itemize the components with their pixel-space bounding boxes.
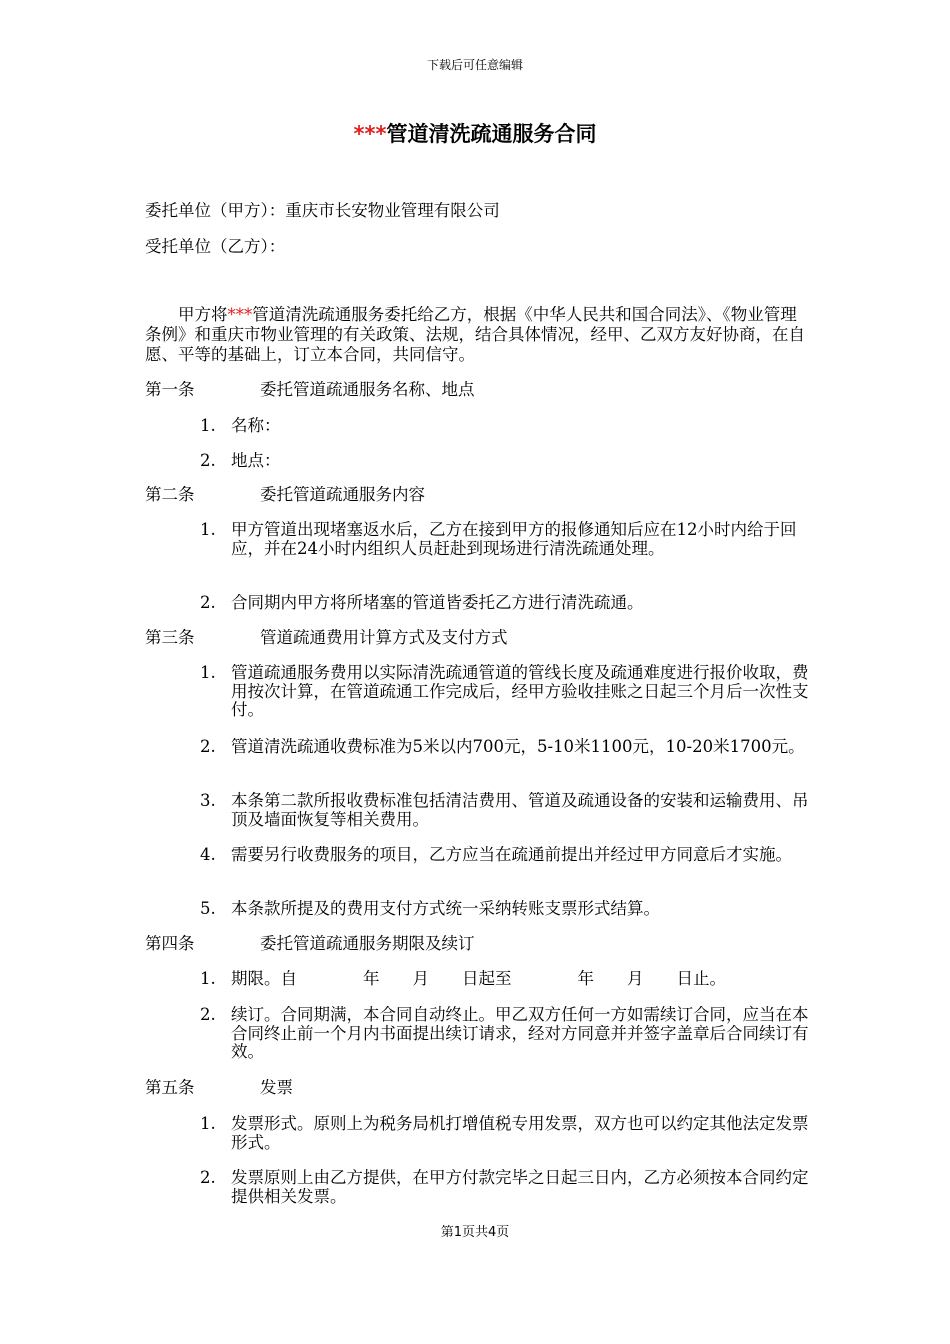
- article-number: 第五条: [145, 1078, 195, 1097]
- item-number: 2.: [200, 737, 216, 756]
- title-stars: ***: [353, 122, 387, 146]
- intro-stars: ***: [227, 305, 253, 324]
- item-number: 2.: [200, 1168, 216, 1187]
- party-b-line: 受托单位（乙方）：: [145, 237, 286, 256]
- item-number: 1.: [200, 969, 216, 988]
- article-number: 第一条: [145, 380, 195, 399]
- list-item: [200, 594, 812, 613]
- item-number: 5.: [200, 899, 216, 918]
- list-item: [200, 900, 812, 919]
- item-text: 甲方管道出现堵塞返水后，乙方在接到甲方的报修通知后应在12小时内给于回应，并在24小时内组织人员赶赴到现场进行清洗疏通处理。: [231, 520, 797, 558]
- list-item: [200, 521, 812, 558]
- item-text: 发票形式。原则上为税务局机打增值税专用发票，双方也可以约定其他法定发票形式。: [231, 1114, 809, 1152]
- item-text: 地点：: [231, 451, 281, 470]
- document-title: [0, 118, 950, 148]
- page-footer: 第1页共4页: [440, 1225, 510, 1240]
- item-number: 2.: [200, 1005, 216, 1024]
- item-number: 2.: [200, 593, 216, 612]
- party-a-line: 委托单位（甲方）：重庆市长安物业管理有限公司: [145, 201, 500, 220]
- item-text: 本条第二款所报收费标准包括清洁费用、管道及疏通设备的安装和运输费用、吊顶及墙面恢复等相关费用。: [231, 791, 809, 829]
- list-item: [200, 792, 812, 829]
- article-4-heading: [145, 933, 475, 955]
- item-number: 1.: [200, 520, 216, 539]
- article-2-heading: [145, 484, 425, 506]
- article-number: 第二条: [145, 485, 195, 504]
- list-item: [200, 1115, 812, 1152]
- intro-paragraph: [145, 305, 810, 365]
- list-item: [200, 452, 812, 471]
- item-number: 1.: [200, 416, 216, 435]
- item-text: 本条款所提及的费用支付方式统一采纳转账支票形式结算。: [231, 899, 660, 918]
- list-item: [200, 970, 812, 989]
- intro-post: 管道清洗疏通服务委托给乙方，根据《中华人民共和国合同法》、《物业管理条例》和重庆市物业管理的有关政策、法规，结合具体情况，经甲、乙双方友好协商，在自愿、平等的基础上，订立本合同，共同信守。: [145, 305, 805, 364]
- item-number: 4.: [200, 845, 216, 864]
- item-number: 2.: [200, 451, 216, 470]
- article-number: 第四条: [145, 934, 195, 953]
- article-1-heading: [145, 379, 475, 401]
- title-text: 管道清洗疏通服务合同: [386, 122, 597, 146]
- intro-pre: 甲方将: [178, 305, 228, 324]
- article-title: 发票: [260, 1078, 293, 1097]
- item-text: 管道疏通服务费用以实际清洗疏通管道的管线长度及疏通难度进行报价收取，费用按次计算，在管道疏通工作完成后，经甲方验收挂账之日起三个月后一次性支付。: [231, 663, 809, 719]
- item-text: 需要另行收费服务的项目，乙方应当在疏通前提出并经过甲方同意后才实施。: [231, 845, 792, 864]
- article-title: 委托管道疏通服务期限及续订: [260, 934, 475, 953]
- article-5-heading: [145, 1077, 293, 1099]
- article-number: 第三条: [145, 628, 195, 647]
- list-item: [200, 1006, 812, 1062]
- list-item: [200, 1169, 812, 1206]
- item-number: 3.: [200, 791, 216, 810]
- list-item: [200, 417, 812, 436]
- article-title: 委托管道疏通服务内容: [260, 485, 425, 504]
- item-text: 管道清洗疏通收费标准为5米以内700元，5-10米1100元，10-20米1700元。: [231, 737, 805, 756]
- article-title: 委托管道疏通服务名称、地点: [260, 380, 475, 399]
- item-number: 1.: [200, 663, 216, 682]
- item-number: 1.: [200, 1114, 216, 1133]
- list-item: [200, 738, 812, 757]
- list-item: [200, 664, 812, 720]
- item-text: 名称：: [231, 416, 281, 435]
- item-text: 合同期内甲方将所堵塞的管道皆委托乙方进行清洗疏通。: [231, 593, 644, 612]
- article-3-heading: [145, 627, 508, 649]
- item-text: 续订。合同期满，本合同自动终止。甲乙双方任何一方如需续订合同，应当在本合同终止前一个月内书面提出续订请求，经对方同意并并签字盖章后合同续订有效。: [231, 1005, 809, 1061]
- list-item: [200, 846, 812, 865]
- article-title: 管道疏通费用计算方式及支付方式: [260, 628, 508, 647]
- page-header: 下载后可任意编辑: [426, 58, 523, 72]
- item-text: 发票原则上由乙方提供，在甲方付款完毕之日起三日内，乙方必须按本合同约定提供相关发票。: [231, 1168, 809, 1206]
- item-text: 期限。自 年 月 日起至 年 月 日止。: [231, 969, 726, 988]
